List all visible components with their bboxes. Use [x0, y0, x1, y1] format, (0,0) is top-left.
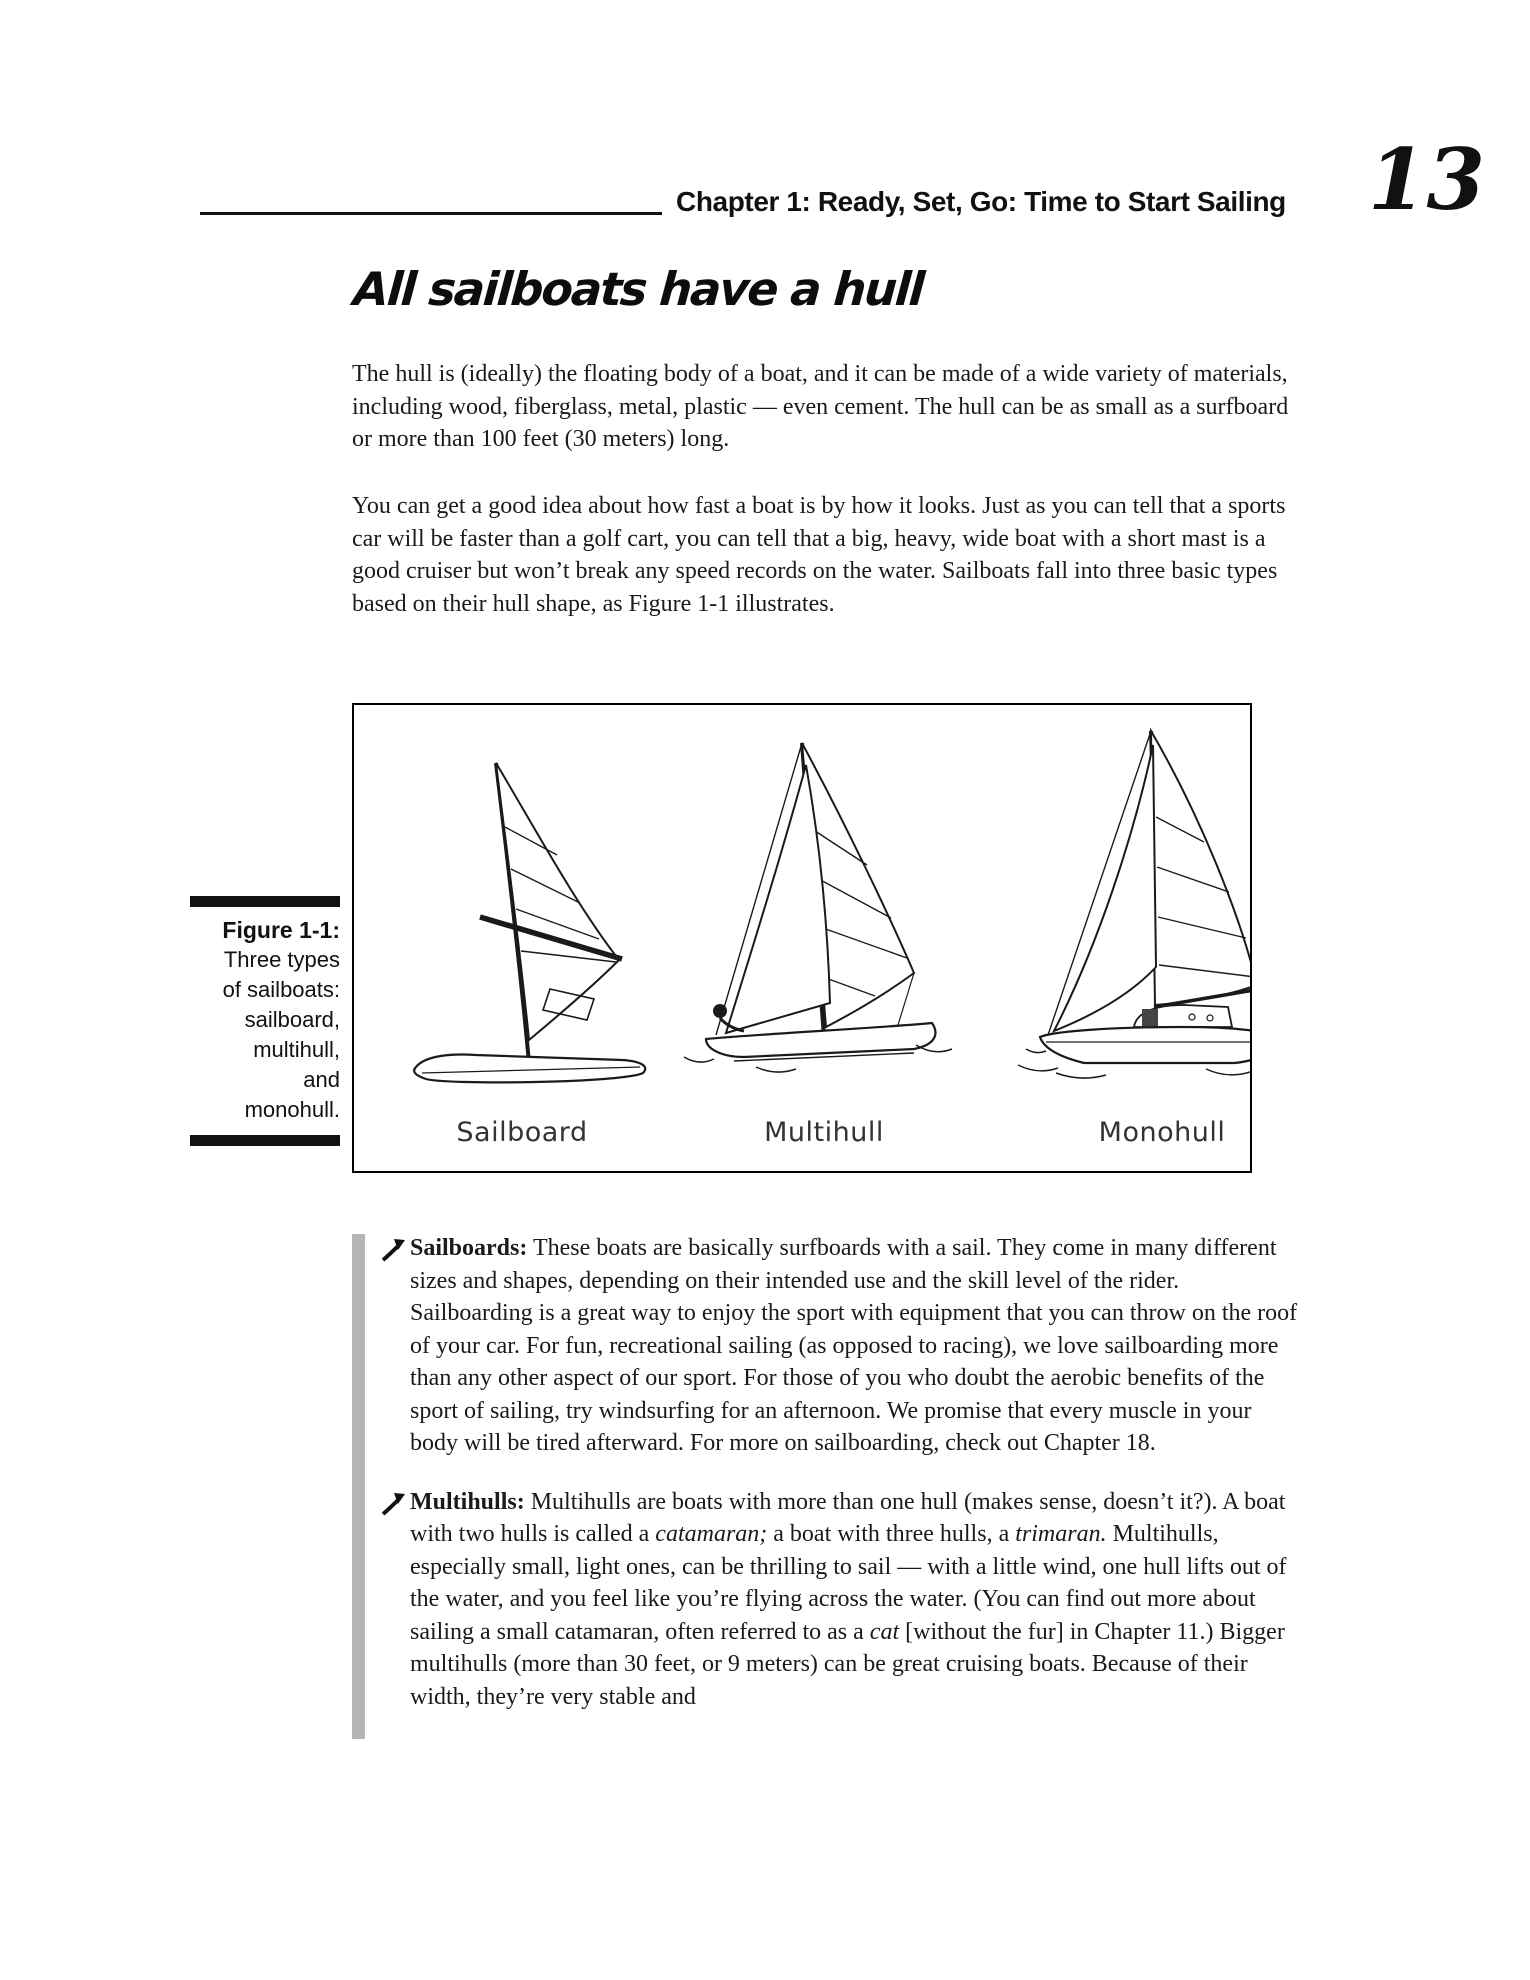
list-item-text: Sailboards: These boats are basically surfboards with a sail. They come in many different sizes and shapes, depending on their intended use and the skill level of the rider. Sailboarding is a great way to enjoy the sport with equipment that you can throw on the roof of your car. For fun, recreational sailing (as opposed to racing), we love sailboarding more than any other aspect of our sport. For those of you who doubt the aerobic benefits of the sport of sailing, try windsurfing for an afternoon. We promise that every muscle in your body will be tired afterward. For more on sailboarding, check out Chapter 18.	[410, 1235, 1298, 1456]
caption-bar-top	[190, 896, 340, 907]
figure-1-1-box	[352, 703, 1252, 1173]
header-rule	[200, 212, 662, 215]
page-number: 13	[1368, 130, 1485, 229]
monohull-illustration	[1018, 731, 1250, 1078]
list-item-lead: Sailboards:	[410, 1235, 528, 1261]
paragraph-boat-speed: You can get a good idea about how fast a boat is by how it looks. Just as you can tell that a sports car will be faster than a golf cart, you can tell that a big, heavy, wide boat with a short mast is a good cruiser but won’t break any speed records on the water. Sailboats fall into three basic types based on their hull shape, as Figure 1-1 illustrates.	[352, 493, 1286, 617]
arrow-check-bullet-icon	[380, 1237, 410, 1268]
list-item-text: Multihulls: Multihulls are boats with more than one hull (makes sense, doesn’t it?). A boat with two hulls is called a catamaran; a boat with three hulls, a trimaran. Multihulls, especially small, light ones, can be thrilling to sail — with a little wind, one hull lifts out of the water, and you feel like you’re flying across the water. (You can find out more about sailing a small catamaran, often referred to as a cat [without the fur] in Chapter 11.) Bigger multihulls (more than 30 feet, or 9 meters) can be great cruising boats. Because of their width, they’re very stable and	[410, 1488, 1287, 1710]
figure-caption-line: of sailboats:	[222, 977, 340, 1002]
figure-label-sailboard: Sailboard	[456, 1117, 588, 1148]
figure-caption-line: monohull.	[244, 1097, 340, 1122]
caption-bar-bottom	[190, 1135, 340, 1146]
figure-label-multihull: Multihull	[764, 1117, 884, 1148]
sailboard-illustration	[414, 763, 645, 1082]
list-item-lead: Multihulls:	[410, 1488, 525, 1515]
figure-caption-line: multihull,	[253, 1037, 340, 1062]
multihull-illustration	[684, 743, 952, 1072]
list-item-multihulls	[352, 1486, 1322, 1714]
list-gray-sidebar	[352, 1234, 365, 1739]
arrow-check-bullet-icon	[380, 1491, 410, 1522]
figure-caption-line: and	[303, 1067, 340, 1092]
boat-types-list	[352, 1232, 1322, 1739]
list-item-sailboards	[352, 1232, 1322, 1460]
sailboat-types-illustration	[354, 705, 1250, 1171]
section-heading: All sailboats have a hull	[351, 262, 925, 316]
figure-caption-title: Figure 1-1:	[222, 917, 340, 943]
paragraph-hull-intro: The hull is (ideally) the floating body of a boat, and it can be made of a wide variety of materials, including wood, fiberglass, metal, plastic — even cement. The hull can be as small as a surfboard or more than 100 feet (30 meters) long.	[352, 361, 1289, 452]
figure-label-monohull: Monohull	[1098, 1117, 1226, 1148]
figure-caption-line: sailboard,	[244, 1007, 340, 1032]
chapter-header: Chapter 1: Ready, Set, Go: Time to Start Sailing	[676, 186, 1286, 217]
figure-caption	[190, 896, 340, 1146]
figure-caption-line: Three types	[223, 947, 340, 972]
